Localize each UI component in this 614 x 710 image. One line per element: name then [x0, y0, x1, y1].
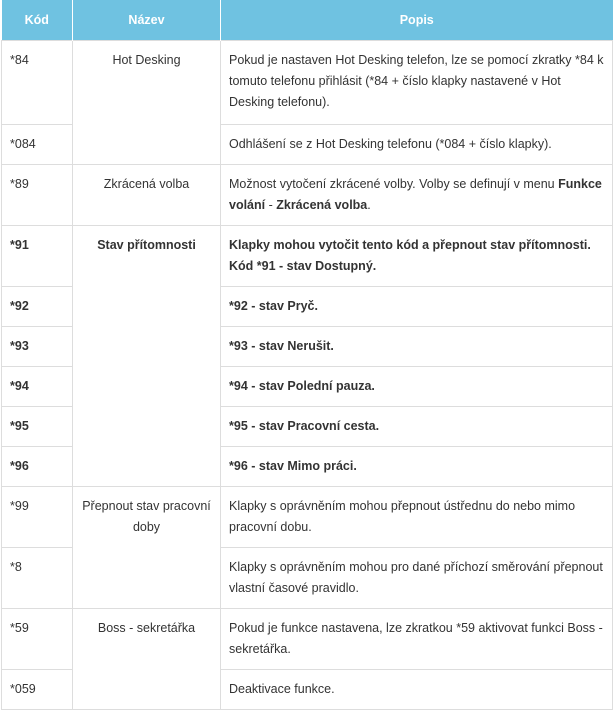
header-name: Název	[73, 0, 221, 41]
cell-code: *59	[2, 609, 73, 670]
table-row	[2, 609, 613, 670]
cell-name: Zkrácená volba	[73, 165, 221, 226]
cell-name: Stav přítomnosti	[73, 226, 221, 487]
cell-description: Klapky s oprávněním mohou přepnout ústřednu do nebo mimo pracovní dobu.	[221, 487, 613, 548]
cell-description: *94 - stav Polední pauza.	[221, 367, 613, 407]
cell-description: Deaktivace funkce.	[221, 670, 613, 710]
cell-code: *89	[2, 165, 73, 226]
feature-codes-table	[1, 0, 613, 710]
cell-code: *99	[2, 487, 73, 548]
cell-code: *92	[2, 287, 73, 327]
cell-description: *93 - stav Nerušit.	[221, 327, 613, 367]
cell-description: *95 - stav Pracovní cesta.	[221, 407, 613, 447]
table-row	[2, 226, 613, 287]
cell-code: *96	[2, 447, 73, 487]
cell-name: Přepnout stav pracovní doby	[73, 487, 221, 609]
cell-code: *084	[2, 125, 73, 165]
cell-description: *92 - stav Pryč.	[221, 287, 613, 327]
cell-description: *96 - stav Mimo práci.	[221, 447, 613, 487]
cell-code: *93	[2, 327, 73, 367]
cell-code: *94	[2, 367, 73, 407]
cell-description	[221, 165, 613, 226]
description-end: .	[367, 198, 371, 212]
cell-description: Klapky mohou vytočit tento kód a přepnout stav přítomnosti. Kód *91 - stav Dostupný.	[221, 226, 613, 287]
table-row	[2, 41, 613, 125]
menu-path-part: Funkce volání	[229, 177, 602, 212]
table-row	[2, 487, 613, 548]
description-text: Možnost vytočení zkrácené volby. Volby se definují v menu	[229, 177, 559, 191]
menu-path-separator: -	[265, 198, 277, 212]
cell-description: Pokud je nastaven Hot Desking telefon, lze se pomocí zkratky *84 k tomuto telefonu přihlásit (*84 + číslo klapky nastavené v Hot Desking telefonu).	[221, 41, 613, 125]
cell-code: *84	[2, 41, 73, 125]
cell-code: *8	[2, 548, 73, 609]
cell-code: *91	[2, 226, 73, 287]
cell-description: Pokud je funkce nastavena, lze zkratkou *59 aktivovat funkci Boss - sekretářka.	[221, 609, 613, 670]
header-code: Kód	[2, 0, 73, 41]
cell-description: Odhlášení se z Hot Desking telefonu (*084 + číslo klapky).	[221, 125, 613, 165]
cell-description: Klapky s oprávněním mohou pro dané příchozí směrování přepnout vlastní časové pravidlo.	[221, 548, 613, 609]
cell-code: *059	[2, 670, 73, 710]
menu-path-part: Zkrácená volba	[276, 198, 368, 212]
table-row	[2, 165, 613, 226]
cell-code: *95	[2, 407, 73, 447]
header-row	[2, 0, 613, 41]
cell-name: Boss - sekretářka	[73, 609, 221, 710]
cell-name: Hot Desking	[73, 41, 221, 165]
header-description: Popis	[221, 0, 613, 41]
